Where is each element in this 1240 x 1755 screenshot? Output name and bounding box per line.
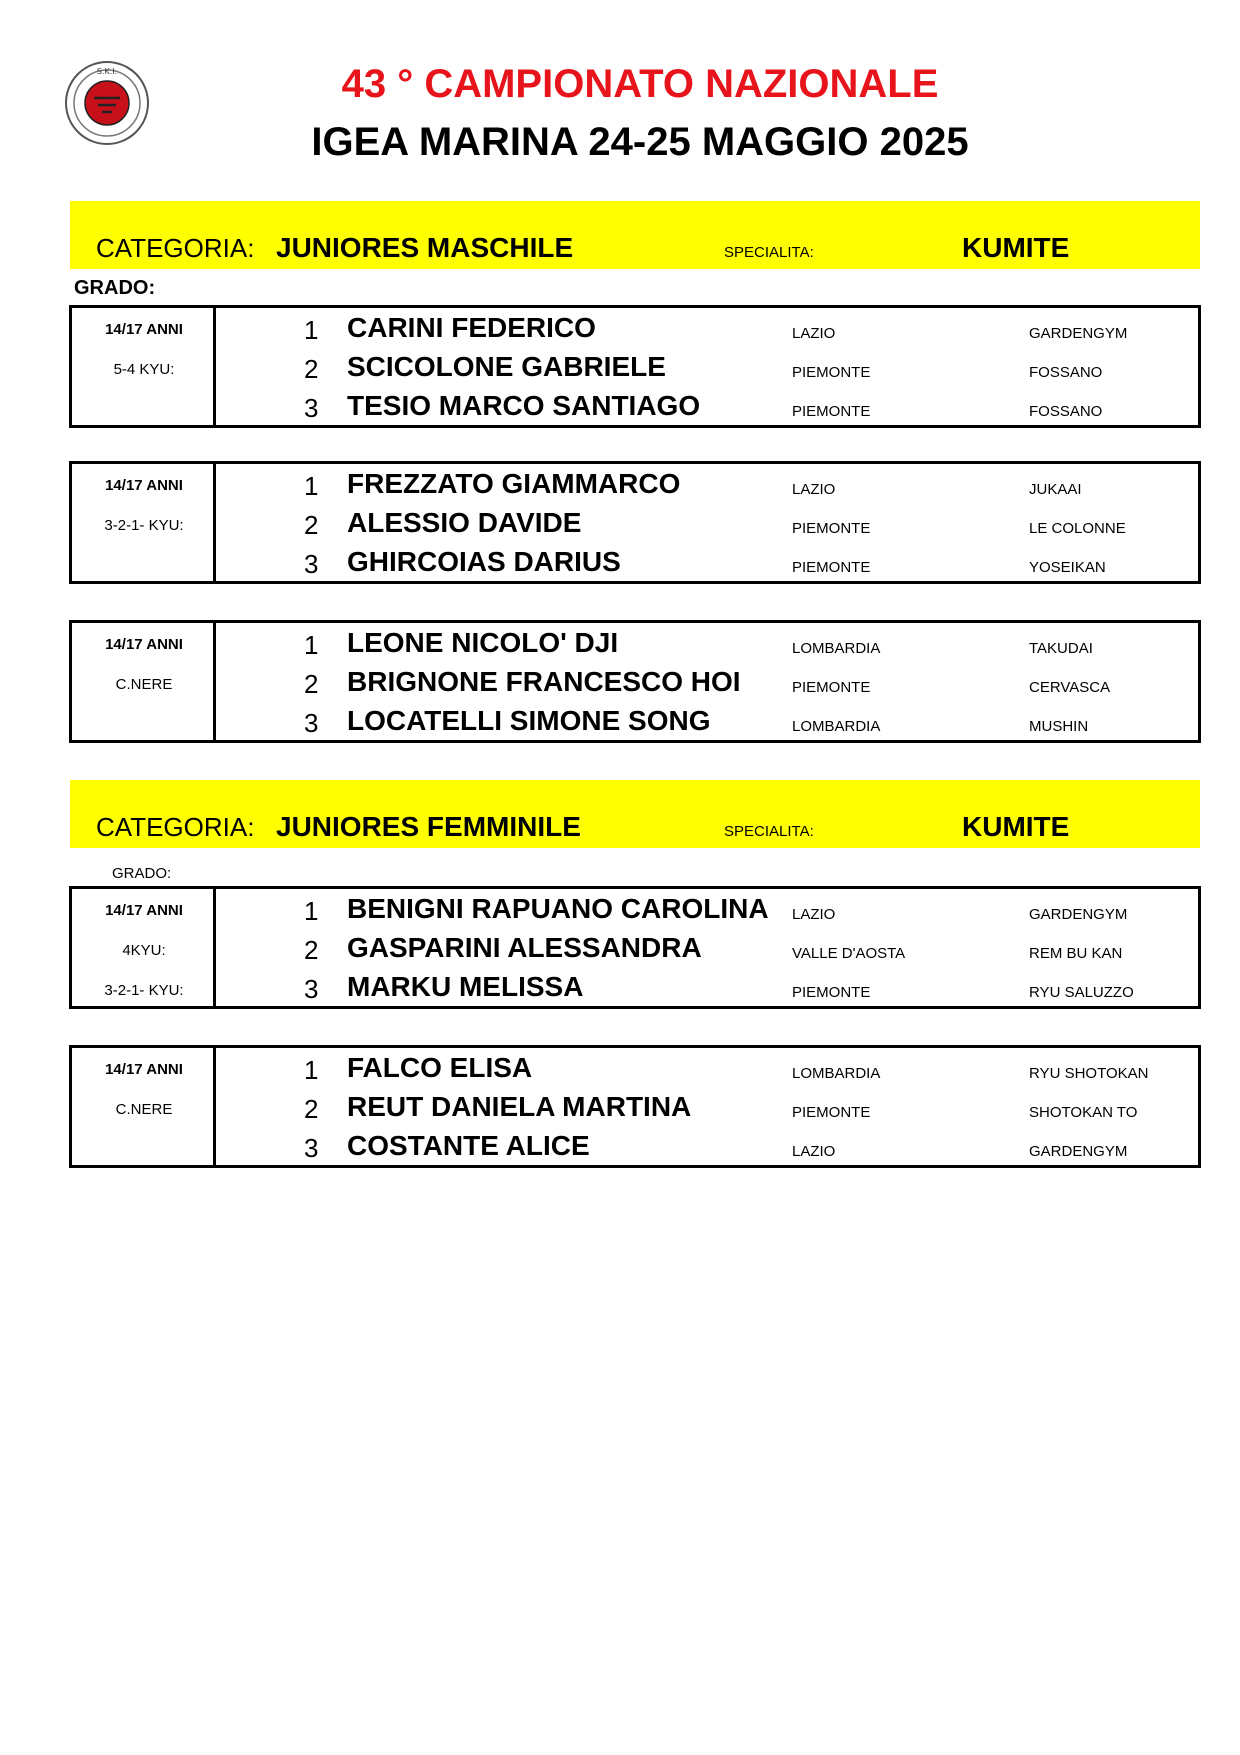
specialita-label: SPECIALITA:: [724, 823, 814, 840]
placement: 2: [304, 354, 319, 384]
athlete-name: FREZZATO GIAMMARCO: [347, 468, 681, 499]
results-group: [69, 1045, 1201, 1168]
age-class: 14/17 ANNI: [105, 1061, 183, 1078]
results-group: [69, 886, 1201, 1009]
athlete-name: CARINI FEDERICO: [347, 312, 596, 343]
result-row: [219, 932, 1198, 970]
placement: 1: [304, 630, 319, 660]
group-info: [72, 623, 216, 740]
athlete-name: GHIRCOIAS DARIUS: [347, 546, 621, 577]
age-class: 14/17 ANNI: [105, 902, 183, 919]
club: GARDENGYM: [1029, 906, 1128, 923]
region: LOMBARDIA: [792, 1065, 881, 1082]
athlete-name: MARKU MELISSA: [347, 971, 584, 1002]
region: PIEMONTE: [792, 559, 871, 576]
region: LOMBARDIA: [792, 640, 881, 657]
athlete-name: LEONE NICOLO' DJI: [347, 627, 619, 658]
athlete-name: SCICOLONE GABRIELE: [347, 351, 666, 382]
result-row: [219, 351, 1198, 389]
results-group: [69, 305, 1201, 428]
grade-class: 3-2-1- KYU:: [104, 517, 184, 534]
region: LAZIO: [792, 481, 836, 498]
placement: 3: [304, 549, 319, 579]
specialita-value: KUMITE: [962, 811, 1070, 842]
club: MUSHIN: [1029, 718, 1089, 735]
club: YOSEIKAN: [1029, 559, 1106, 576]
club: TAKUDAI: [1029, 640, 1093, 657]
grade-class: C.NERE: [115, 1101, 173, 1118]
age-class: 14/17 ANNI: [105, 321, 183, 338]
athlete-name: COSTANTE ALICE: [347, 1130, 590, 1161]
region: PIEMONTE: [792, 403, 871, 420]
club: GARDENGYM: [1029, 325, 1128, 342]
club: FOSSANO: [1029, 364, 1103, 381]
grade-class: C.NERE: [115, 676, 173, 693]
logo-text: S.K.I.: [96, 67, 118, 76]
region: LAZIO: [792, 906, 836, 923]
specialita-label: SPECIALITA:: [724, 244, 814, 261]
athlete-name: FALCO ELISA: [347, 1052, 533, 1083]
age-class: 14/17 ANNI: [105, 477, 183, 494]
region: PIEMONTE: [792, 520, 871, 537]
grado-label: GRADO:: [112, 865, 172, 882]
result-row: [219, 312, 1198, 350]
athlete-name: REUT DANIELA MARTINA: [347, 1091, 692, 1122]
result-row: [219, 627, 1198, 665]
placement: 2: [304, 1094, 319, 1124]
result-row: [219, 468, 1198, 506]
group-info: [72, 889, 216, 1006]
club: REM BU KAN: [1029, 945, 1123, 962]
result-row: [219, 546, 1198, 584]
region: VALLE D'AOSTA: [792, 945, 906, 962]
athlete-name: ALESSIO DAVIDE: [347, 507, 582, 538]
region: PIEMONTE: [792, 984, 871, 1001]
result-row: [219, 893, 1198, 931]
age-class: 14/17 ANNI: [105, 636, 183, 653]
region: PIEMONTE: [792, 364, 871, 381]
placement: 3: [304, 393, 319, 423]
club: LE COLONNE: [1029, 520, 1126, 537]
region: LAZIO: [792, 325, 836, 342]
region: LAZIO: [792, 1143, 836, 1160]
placement: 3: [304, 708, 319, 738]
group-info: [72, 464, 216, 581]
result-row: [219, 971, 1198, 1009]
result-row: [219, 1091, 1198, 1129]
placement: 3: [304, 1133, 319, 1163]
placement: 1: [304, 471, 319, 501]
result-row: [219, 666, 1198, 704]
grade-class: 5-4 KYU:: [113, 361, 175, 378]
page-title: 43 ° CAMPIONATO NAZIONALE: [341, 62, 939, 106]
grade-class: 3-2-1- KYU:: [104, 982, 184, 999]
placement: 2: [304, 510, 319, 540]
club: RYU SALUZZO: [1029, 984, 1134, 1001]
category-label: CATEGORIA:: [96, 812, 255, 842]
results-group: [69, 461, 1201, 584]
category-band-femminile: [70, 780, 1200, 848]
club: FOSSANO: [1029, 403, 1103, 420]
group-info: [72, 308, 216, 425]
specialita-value: KUMITE: [962, 232, 1070, 263]
athlete-name: LOCATELLI SIMONE SONG: [347, 705, 711, 736]
page-subtitle: IGEA MARINA 24-25 MAGGIO 2025: [311, 120, 969, 164]
club: JUKAAI: [1029, 481, 1082, 498]
group-info: [72, 1048, 216, 1165]
athlete-name: BRIGNONE FRANCESCO HOI: [347, 666, 741, 697]
club: GARDENGYM: [1029, 1143, 1128, 1160]
result-row: [219, 705, 1198, 743]
result-row: [219, 1130, 1198, 1168]
placement: 1: [304, 315, 319, 345]
region: LOMBARDIA: [792, 718, 881, 735]
club: SHOTOKAN TO: [1029, 1104, 1138, 1121]
category-name: JUNIORES FEMMINILE: [276, 811, 581, 842]
results-group: [69, 620, 1201, 743]
result-row: [219, 507, 1198, 545]
category-name: JUNIORES MASCHILE: [276, 232, 574, 263]
result-row: [219, 1052, 1198, 1090]
grado-label: GRADO:: [74, 277, 156, 299]
athlete-name: BENIGNI RAPUANO CAROLINA: [347, 893, 769, 924]
placement: 2: [304, 935, 319, 965]
placement: 2: [304, 669, 319, 699]
placement: 3: [304, 974, 319, 1004]
grade-class: 4KYU:: [122, 942, 166, 959]
placement: 1: [304, 896, 319, 926]
club: RYU SHOTOKAN: [1029, 1065, 1149, 1082]
category-band-maschile: [70, 201, 1200, 269]
result-row: [219, 390, 1198, 428]
club: CERVASCA: [1029, 679, 1111, 696]
region: PIEMONTE: [792, 679, 871, 696]
athlete-name: GASPARINI ALESSANDRA: [347, 932, 702, 963]
placement: 1: [304, 1055, 319, 1085]
athlete-name: TESIO MARCO SANTIAGO: [347, 390, 701, 421]
category-label: CATEGORIA:: [96, 233, 255, 263]
region: PIEMONTE: [792, 1104, 871, 1121]
